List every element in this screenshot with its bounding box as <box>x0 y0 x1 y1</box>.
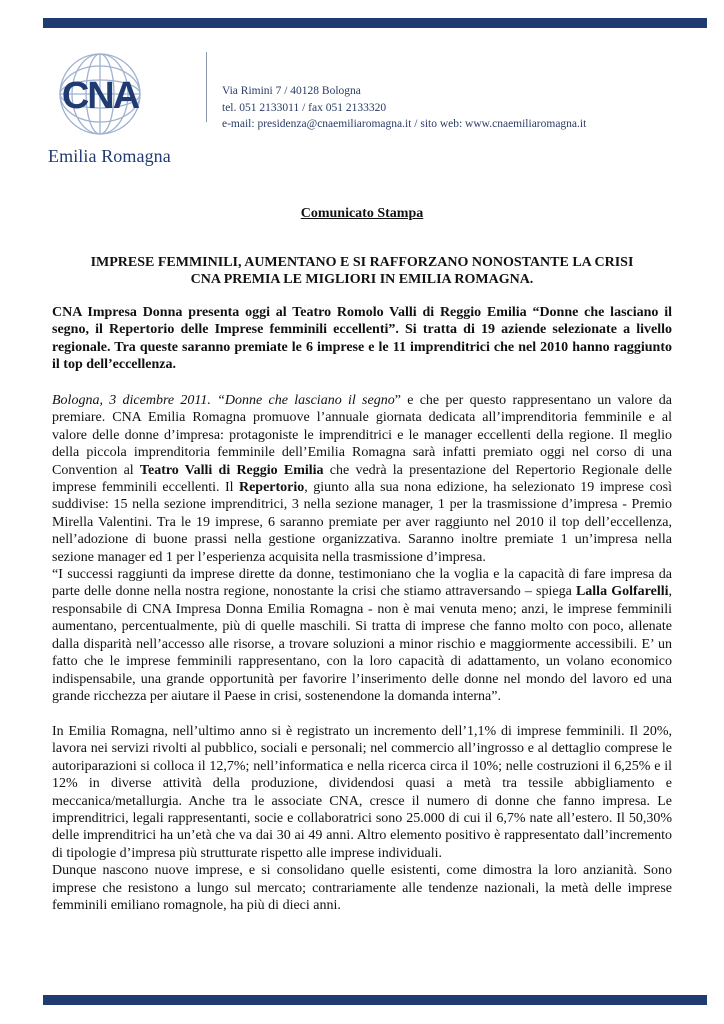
venue-name: Teatro Valli di Reggio Emilia <box>139 462 324 478</box>
body-text-2: che vedrà la presentazione del Repertorio Regionale delle imprese femminili eccellenti. Il <box>52 462 672 496</box>
top-border-band <box>43 18 707 28</box>
contact-block <box>222 83 586 133</box>
repertorio-label: Repertorio <box>238 480 305 496</box>
document-title: Comunicato Stampa <box>300 206 424 221</box>
bottom-border-band <box>43 995 707 1005</box>
email-web-line: e-mail: presidenza@cnaemiliaromagna.it / sito web: www.cnaemiliaromagna.it <box>222 118 587 130</box>
closing-text: Dunque nascono nuove imprese, e si consolidano quelle esistenti, come dimostra la loro anzianità. Sono imprese che resistono a lungo sul mercato; contrariamente alle tendenze nazionali, la metà delle imprese femminili emiliano romagnole, ha più di dieci anni. <box>52 863 672 914</box>
phone-line: tel. 051 2133011 / fax 051 2133320 <box>222 101 387 114</box>
quote-text-1: “I successi raggiunti da imprese dirette da donne, testimoniano che la voglia e la capacità di fare impresa da parte delle donne nella nostra regione, nonostante la crisi che stiamo attraversando – spiega <box>52 567 672 600</box>
speaker-name: Lalla Golfarelli <box>575 584 669 600</box>
headline-line-1: IMPRESE FEMMINILI, AUMENTANO E SI RAFFORZANO NONOSTANTE LA CRISI <box>90 255 634 270</box>
headline <box>52 254 672 288</box>
logo-subtitle: Emilia Romagna <box>48 146 171 166</box>
cna-globe-icon <box>48 48 178 148</box>
stats-text: In Emilia Romagna, nell’ultimo anno si è registrato un incremento dell’1,1% di imprese femminili. Il 20%, lavora nei servizi rivolti al pubblico, sociali e personali; nel commercio all’ingrosso e al dettaglio comprese le autoriparazioni si colloca il 12,7%; nell’informatica e nella ricerca circa il 10%; nelle costruzioni il 6,25% e il 12% in diverse attività della produzione, dividendosi quasi a metà tra tessile abbigliamento e meccanica/metallurgia. Anche tra le associate CNA, cresce il numero di donne che fanno impresa. Le imprenditrici, legali rappresentanti, socie e collaboratrici sono 25.000 di cui il 6,7% nate all’estero. Il 50,30% delle imprenditrici ha un’età che va dai 30 ai 49 anni. Altro elemento positivo è rappresentato dall’incremento di tipologie d’impresa più strutturate rispetto alle imprese individuali. <box>52 724 672 861</box>
address-line: Via Rimini 7 / 40128 Bologna <box>222 85 361 97</box>
header-divider <box>206 52 207 122</box>
dateline: Bologna, 3 dicembre 2011. <box>52 393 211 408</box>
intro-paragraph: CNA Impresa Donna presenta oggi al Teatro Romolo Valli di Reggio Emilia “Donne che lasciano il segno, il Repertorio delle Imprese femminili eccellenti”. Si tratta di 19 aziende selezionate a livello regionale. Tra queste saranno premiate le 6 imprese e le 11 imprenditrici che nel 2010 hanno raggiunto il top dell’eccellenza. <box>52 305 672 373</box>
logo-text: CNA <box>61 75 139 117</box>
body-paragraph <box>52 392 672 705</box>
stats-paragraph <box>52 723 672 914</box>
body-text-3: , giunto alla sua nona edizione, ha selezionato 19 imprese così suddivise: 15 nella sezione imprenditrici, 3 nella sezione manager, 1 per la trasmissione d’impresa - Premio Mirella Valentini. Tra le 19 imprese, 6 saranno premiate per aver raggiunto nel 2010 il top dell’eccellenza, nell’adozione di buone prassi nella gestione organizzativa. Saranno inoltre premiate 1 un’impresa nella sezione manager ed 1 per l’esperienza acquisita nella trasmissione d’impresa. <box>52 480 672 565</box>
headline-line-2: CNA PREMIA LE MIGLIORI IN EMILIA ROMAGNA. <box>190 272 534 287</box>
body-text-1: ” e che per questo rappresentano un valore da premiare. CNA Emilia Romagna promuove l’annuale giornata dedicata all’imprenditoria femminile e al valore delle donne d’impresa: protagoniste le imprenditrici e le manager eccellenti della regione. Il meglio della piccola imprenditoria femminile dell’Emilia Romagna sarà infatti premiato oggi nel corso di una Convention al <box>52 393 673 478</box>
event-title: “Donne che lasciano il segno <box>217 393 395 408</box>
quote-text-2: , responsabile di CNA Impresa Donna Emilia Romagna - non è mai venuta meno; anzi, le imprese femminili aumentano, percentualmente, più di quelle maschili. Si tratta di imprese che fanno molto con poco, allenate dalla disparità nell’accesso alle risorse, a trovare soluzioni a minor rischio e maggiormente accessibili. E’ un fatto che le imprese femminili rappresentano, con la loro capacità di adattamento, un volano economico indispensabile, una grande opportunità per favorire l’inserimento delle donne nel mondo del lavoro ed una grande ricchezza per aiutare il Paese in crisi, sostenendone la domanda interna”. <box>52 584 672 704</box>
